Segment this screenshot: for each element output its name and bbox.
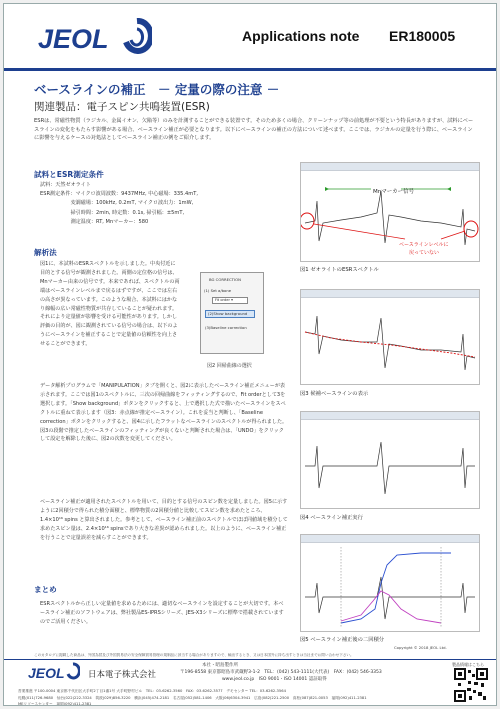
dialog-title: BG CORRECTION	[209, 277, 241, 282]
footer-jeol-logo: JEOL	[28, 665, 65, 681]
condition-row: 掃引時間：2min, 時定数：0.1s, 掃引幅：±5mT,	[40, 209, 185, 216]
figure-5-caption: 図5 ベースライン補正後の二回積分	[300, 637, 385, 643]
corrected-spectrum-plot	[301, 420, 479, 508]
jeol-swirl-icon	[122, 18, 152, 54]
show-background-button[interactable]: (2)Show background	[205, 310, 255, 318]
branch-offices	[18, 688, 418, 706]
header	[4, 4, 497, 68]
intro-paragraph: ESRは、常磁性物質（ラジカル、金属イオン、欠陥等）のみを計測することができる装置です。そのため多くの場合、クリーンナップ等の前処理が不要という特長がありますが、試料にベースラインの変化をもたらす影響がある場合、ベースライン補正が必要となります。以下にベースラインの補正の方法について述べます。ここでは、ラジカルの定量を行う際に、ベースラインに影響を与えるケースの対処法としてベースライン補正の例をご紹介します。	[34, 118, 474, 142]
fit-order-select[interactable]: Fit order ▾	[212, 297, 248, 304]
branch-line: MEリソースセンター 福岡(092)411-2381	[18, 702, 92, 706]
window-titlebar	[301, 290, 479, 298]
bg-correction-dialog	[200, 272, 264, 354]
window-titlebar	[301, 535, 479, 543]
branch-line: 札幌(011)726-9680 仙台(022)222-3324 筑波(029)856-3220 横浜(045)474-2181 名古屋(052)581-1406 大阪(06)6304-3941 広島(082)221-2500 高松(087)821-0053 福岡(092)411-2381	[18, 695, 367, 700]
figure-1-spectrum	[300, 162, 480, 262]
candidate-baseline-plot	[301, 298, 479, 384]
export-disclaimer: このカタログに掲載した商品は、外国為替及び外国貿易法の安全保障貿易管理の規制品に該当する場合がありますので、輸出するとき、又は日本国外に持ち出すときは当社までお問い合わせ下さい。	[34, 653, 354, 657]
set-baseline-option[interactable]: (1) Set a/bone	[204, 288, 232, 293]
analysis-heading: 解析法	[34, 248, 57, 257]
footer-rule	[4, 659, 497, 660]
sample-conditions	[40, 181, 288, 227]
baseline-annotation-1: ベースラインレベルに	[399, 242, 449, 248]
condition-row: 測定温度：RT, Mnマーカー：580	[40, 218, 149, 225]
mn-marker-annotation: Mnマーカー信号	[373, 189, 415, 195]
figure-3-caption: 図3 候補ベースラインの表示	[300, 391, 369, 397]
head-office-label: 本社・昭島製作所	[202, 663, 238, 668]
fit-order-label: Fit order	[215, 298, 230, 302]
note-code: ER180005	[389, 28, 456, 44]
website-and-iso: www.jeol.co.jp ISO 9001・ISO 14001 認証取得	[222, 677, 327, 682]
analysis-paragraph-2: データ解析プログラムで「MANIPULATION」タブを開くと、図2に表示したベースライン補正メニューが表示されます。ここでは図1のスペクトルに、三次の回帰曲線をフィッティングするので、Fit orderとして3を選択します。「Show background」ボタンをクリックすると、上で選択した式で描いたベースラインをスペクトルに重ねて表示します（図3：赤点線が推定ベースライン）。これを妥当と判断し、「Baseline correction」ボタンをクリックすると、図4に示したフラットなベースラインのスペクトルが得られました。図3の段階で推定したベースラインのフィッティングが良くないと判断された場合は、「UNDO」をクリックして設定を解除した後に、図2の次数を変更してください。	[40, 383, 288, 443]
esr-spectrum-plot	[301, 171, 479, 261]
summary-heading: まとめ	[34, 585, 57, 594]
qr-code-icon[interactable]	[454, 668, 488, 702]
baseline-annotation-2: 戻っていない	[409, 250, 440, 256]
figure-4-caption: 図4 ベースライン補正実行	[300, 515, 363, 521]
summary-paragraph: ESRスペクトルから正しい定量値を求めるためには、適切なベースラインを設定することが大切です。本ベースライン補正のソフトウェアは、弊社製品ES-IPRSシリーズ、JES-X3シリーズに標準で搭載されていますのでご活用ください。	[40, 601, 284, 625]
condition-row: 試料：天然ゼオライト	[40, 182, 91, 188]
analysis-paragraph-1: 図1に、本試料のESRスペクトルを示しました。中央付近に目的とする信号が観測されました。両側の定位格の信号は、Mnマーカー由来の信号です。本来であれば、スペクトルの両端はベースラインレベルまで戻るはずですが、ここでは左右の高さが異なっています。このような場合、本試料にはかなり線幅の広い常磁性物質が共存していることが疑われます。それにより定量値が影響を受ける可能性があります。しかし評価の目的が、図に観測されている信号の場合は、以下のようにベースラインを補正することで定量値の信頼性を向上させることができます。	[40, 261, 180, 348]
window-titlebar	[301, 412, 479, 420]
qr-label: 製品情報はこちら	[452, 662, 484, 667]
figure-1-caption: 図1 ゼオライトのESRスペクトル	[300, 267, 379, 273]
condition-row: 変調磁場：100kHz, 0.2mT, マイクロ波出力：1mW,	[40, 200, 194, 207]
analysis-paragraph-3: ベースライン補正が適用されたスペクトルを用いて、目的とする信号のスピン数を定量しました。図5に示すように2回積分で得られた積分面積と、標準物質の2回積分値と比較してスピン数を求めたところ、1.4×10¹⁶ spins と算出されました。参考として、ベースライン補正前のスペクトルでほぼ同値域を積分して求めたスピン量は、2.4×10¹⁶ spinsであり大きな差異が認められました。以上のように、ベースライン補正を行うことで定量誤差を減らすことができます。	[40, 499, 288, 541]
company-name: 日本電子株式会社	[88, 670, 157, 680]
copyright: Copyright © 2018 JEOL Ltd.	[394, 645, 447, 650]
double-integration-plot	[301, 543, 479, 631]
baseline-correction-button[interactable]: (3)Baseline correction	[205, 325, 247, 330]
related-product: 関連製品：電子スピン共鳴装置(ESR)	[34, 101, 210, 113]
figure-5-double-integration	[300, 534, 480, 632]
note-type-label: Applications note	[242, 28, 360, 44]
header-rule	[4, 68, 497, 71]
page-title: ベースラインの補正 － 定量の際の注意 －	[34, 82, 280, 97]
jeol-logo: JEOL	[38, 24, 109, 54]
head-office-address: 〒196-8558 東京都昭島市武蔵野3-1-2 TEL：(042) 543-1111(大代表) FAX：(042) 546-3353	[180, 670, 382, 675]
sample-heading: 試料とESR測定条件	[34, 170, 104, 179]
branch-line: 営業推進 〒100-0004 東京都千代田区大手町2丁目1番1号 大手町野村ビル TEL：03-6262-3560 FAX：03-6262-3577 デモセンター TEL：03-6262-3564	[18, 689, 286, 693]
figure-4-corrected	[300, 411, 480, 509]
figure-2-caption: 図2 回帰曲線の選択	[207, 363, 252, 369]
figure-3-baseline-candidate	[300, 289, 480, 385]
application-note-page	[3, 3, 497, 706]
footer-swirl-icon	[66, 662, 80, 680]
condition-row: ESR測定条件：マイクロ波周波数：9437MHz, 中心磁場：335.4mT,	[40, 191, 198, 198]
window-titlebar	[301, 163, 479, 171]
